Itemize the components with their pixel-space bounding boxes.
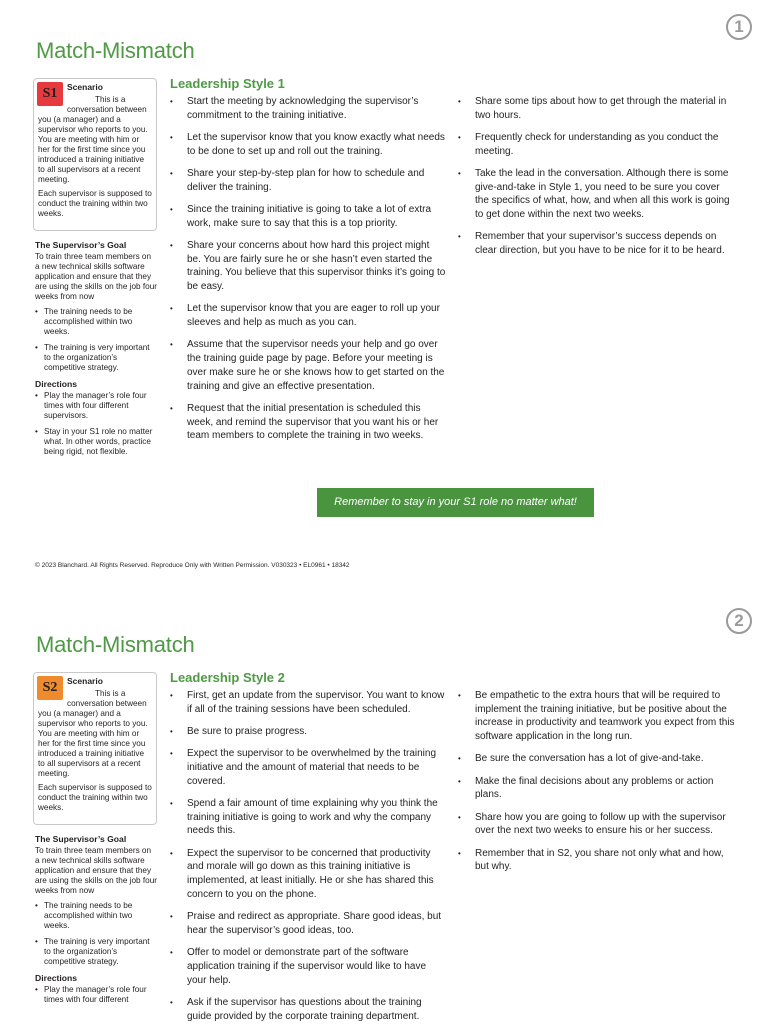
goal-heading: The Supervisor’s Goal bbox=[35, 240, 127, 250]
scenario-text: This is a conversation between you (a manager) and a supervisor who reports to you. You are meeting with him or her for the first time since you introduced a training initiative to all supervisors at a recent meeting. bbox=[38, 95, 148, 184]
guidance-item: • Expect the supervisor to be overwhelmed by the training initiative and the amount of material that needs to be covered. bbox=[170, 748, 437, 787]
guidance-item: • Share your concerns about how hard this project might be. You are fairly sure he or she hasn’t even started the training. You believe that this supervisor thinks it’s going to be easy. bbox=[170, 240, 446, 293]
goal-bullet: • The training is very important to the organization’s competitive strategy. bbox=[35, 937, 157, 967]
style-badge: S2 bbox=[37, 676, 63, 700]
guidance-item: • Be sure to praise progress. bbox=[170, 726, 308, 737]
guidance-item: • Share how you are going to follow up with the supervisor over the next two weeks to ensure his or her success. bbox=[458, 811, 726, 837]
guidance-item: • Frequently check for understanding as you conduct the meeting. bbox=[458, 132, 719, 157]
scenario-text: This is a conversation between you (a manager) and a supervisor who reports to you. You are meeting with him or her for the first time since you introduced a training initiative to all supervisors at a recent meeting. bbox=[38, 689, 148, 778]
reminder-callout: Remember to stay in your S1 role no matter what! bbox=[317, 488, 594, 517]
guidance-item: • Start the meeting by acknowledging the supervisor’s commitment to the training initiative. bbox=[170, 96, 419, 121]
guidance-item: • Ask if the supervisor has questions about the training guide provided by the corporate training department. bbox=[170, 996, 422, 1022]
scenario-label: Scenario bbox=[67, 676, 103, 686]
goal-bullet: • The training needs to be accomplished within two weeks. bbox=[35, 307, 157, 337]
guidance-item: • Praise and redirect as appropriate. Share good ideas, but hear the supervisor’s good ideas, too. bbox=[170, 911, 442, 936]
guidance-item: • Remember that your supervisor’s success depends on clear direction, but you have to be nice for it to be heard. bbox=[458, 231, 725, 257]
worksheet-page-2 bbox=[0, 594, 768, 1024]
directions-bullet: • Stay in your S1 role no matter what. In other words, practice being rigid, not flexible. bbox=[35, 427, 157, 457]
directions-bullet: • Play the manager’s role four times with four different bbox=[35, 985, 157, 1005]
scenario-label: Scenario bbox=[67, 82, 103, 92]
guidance-item: • First, get an update from the supervisor. You want to know if all of the training sessions have been scheduled. bbox=[170, 690, 445, 715]
scenario-box bbox=[33, 78, 157, 231]
page-title: Match-Mismatch bbox=[36, 38, 195, 63]
page-title: Match-Mismatch bbox=[36, 632, 195, 657]
guidance-item: • Expect the supervisor to be concerned that productivity and morale will go down as this training initiative is implemented, at least initially. He or she has shared this concern to you on the phone. bbox=[170, 847, 434, 900]
guidance-column-left bbox=[170, 689, 446, 1024]
directions-heading: Directions bbox=[35, 973, 78, 983]
guidance-item: • Request that the initial presentation is scheduled this week, and remind the supervisor that you want his or her team members to complete the training in two weeks. bbox=[170, 402, 439, 442]
guidance-item: • Since the training initiative is going to take a lot of extra work, make sure to say that this is a top priority. bbox=[170, 204, 432, 229]
guidance-item: • Share some tips about how to get through the material in two hours. bbox=[458, 96, 727, 121]
directions-section bbox=[35, 973, 157, 1005]
guidance-item: • Let the supervisor know that you are eager to roll up your sleeves and help as much as you can. bbox=[170, 303, 440, 329]
directions-section bbox=[35, 379, 157, 457]
guidance-column-right bbox=[458, 95, 736, 266]
guidance-item: • Spend a fair amount of time explaining why you think the training initiative is going to work and why the company needs this. bbox=[170, 798, 438, 837]
guidance-item: • Let the supervisor know that you know exactly what needs to be done to set up and roll out the training. bbox=[170, 132, 445, 157]
guidance-item: • Assume that the supervisor needs your help and go over the training guide page by page. Before your meeting is over make sure he or she knows how to get started on the training and give an effective presentation. bbox=[170, 339, 445, 392]
goal-bullet: • The training is very important to the organization’s competitive strategy. bbox=[35, 343, 157, 373]
directions-heading: Directions bbox=[35, 379, 78, 389]
guidance-item: • Be sure the conversation has a lot of give-and-take. bbox=[458, 753, 704, 765]
guidance-item: • Share your step-by-step plan for how to schedule and deliver the training. bbox=[170, 168, 425, 193]
goal-text: To train three team members on a new technical skills software application and ensure that they are using the skills on the job four weeks from now bbox=[35, 252, 157, 301]
guidance-item: • Take the lead in the conversation. Although there is some give-and-take in Style 1, you need to be sure you cover the specifics of what, how, and when all this work is going to get done within the next two weeks. bbox=[458, 168, 730, 221]
leadership-style-heading: Leadership Style 2 bbox=[170, 670, 285, 685]
guidance-item: • Be empathetic to the extra hours that will be required to implement the training initiative, but be positive about the increase in productivity and teamwork you expect from this software application in the long run. bbox=[458, 690, 735, 743]
supervisor-goal-section bbox=[35, 240, 157, 463]
guidance-column-right bbox=[458, 689, 736, 883]
guidance-item: • Make the final decisions about any problems or action plans. bbox=[458, 775, 714, 801]
scenario-box bbox=[33, 672, 157, 825]
page-number-badge: 1 bbox=[726, 14, 752, 40]
leadership-style-heading: Leadership Style 1 bbox=[170, 76, 285, 91]
page-number-badge: 2 bbox=[726, 608, 752, 634]
style-badge: S1 bbox=[37, 82, 63, 106]
scenario-note: Each supervisor is supposed to conduct the training within two weeks. bbox=[38, 783, 152, 812]
directions-bullet: • Play the manager’s role four times with four different supervisors. bbox=[35, 391, 157, 421]
guidance-column-left bbox=[170, 95, 446, 452]
goal-heading: The Supervisor’s Goal bbox=[35, 834, 127, 844]
guidance-item: • Offer to model or demonstrate part of the software application training if the supervisor would like to have your help. bbox=[170, 947, 427, 986]
guidance-item: • Remember that in S2, you share not only what and how, but why. bbox=[458, 847, 724, 873]
copyright-footer: © 2023 Blanchard. All Rights Reserved. Reproduce Only with Written Permission. V030323 • EL0961 • 18342 bbox=[35, 562, 350, 569]
goal-bullet: • The training needs to be accomplished within two weeks. bbox=[35, 901, 157, 931]
scenario-note: Each supervisor is supposed to conduct the training within two weeks. bbox=[38, 189, 152, 218]
supervisor-goal-section bbox=[35, 834, 157, 1011]
goal-text: To train three team members on a new technical skills software application and ensure that they are using the skills on the job four weeks from now bbox=[35, 846, 157, 895]
